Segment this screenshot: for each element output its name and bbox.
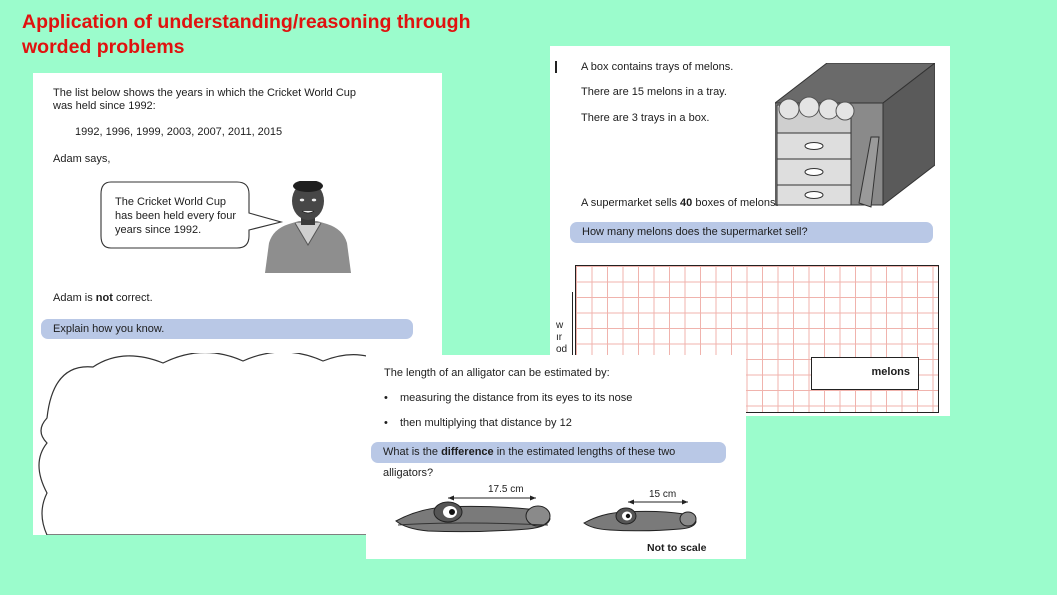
melons-unit-label: melons bbox=[871, 366, 910, 378]
adam-portrait-image bbox=[265, 181, 351, 273]
not-to-scale-note: Not to scale bbox=[647, 542, 707, 554]
adam-not-correct-statement: Adam is not correct. bbox=[53, 292, 153, 304]
explain-question-band: Explain how you know. bbox=[41, 319, 413, 339]
supermarket-sells-text: A supermarket sells 40 boxes of melons. bbox=[581, 197, 779, 209]
bubble-text-line2: has been held every four bbox=[115, 210, 237, 222]
partial-page-fragment bbox=[550, 292, 573, 362]
measurement-label-2: 15 cm bbox=[649, 489, 677, 500]
melons-line1: A box contains trays of melons. bbox=[581, 61, 734, 73]
melon-box-illustration bbox=[775, 63, 935, 211]
alligator-bullet2: then multiplying that distance by 12 bbox=[400, 417, 572, 429]
years-list: 1992, 1996, 1999, 2003, 2007, 2011, 2015 bbox=[75, 126, 283, 138]
alligator-question-card bbox=[366, 355, 746, 559]
fragment-text-2: ır bbox=[556, 332, 563, 343]
melons-line2: There are 15 melons in a tray. bbox=[581, 86, 727, 98]
cricket-intro-line1: The list below shows the years in which the Cricket World Cup bbox=[53, 87, 357, 99]
adam-says-label: Adam says, bbox=[53, 153, 111, 165]
bullet-dot-1: • bbox=[384, 392, 388, 404]
bubble-text-line1: The Cricket World Cup bbox=[115, 196, 227, 208]
bullet-dot-2: • bbox=[384, 417, 388, 429]
page-edge-mark bbox=[555, 61, 557, 73]
alligator-bullet1: measuring the distance from its eyes to its nose bbox=[400, 392, 633, 404]
melons-answer-box[interactable] bbox=[811, 357, 919, 390]
large-alligator-image bbox=[388, 495, 553, 537]
slide-title: Application of understanding/reasoning through worded problems bbox=[22, 11, 471, 58]
fragment-text-1: w bbox=[556, 320, 564, 331]
fragment-text-3: od bbox=[556, 344, 568, 355]
cricket-intro-line2: was held since 1992: bbox=[53, 100, 156, 112]
alligator-intro: The length of an alligator can be estimated by: bbox=[384, 367, 610, 379]
alligator-question-band: What is the difference in the estimated lengths of these two alligators? bbox=[371, 442, 726, 463]
bubble-text-line3: years since 1992. bbox=[115, 224, 202, 236]
measurement-label-1: 17.5 cm bbox=[488, 484, 524, 495]
melons-line3: There are 3 trays in a box. bbox=[581, 112, 710, 124]
melons-question-band: How many melons does the supermarket sell? bbox=[570, 222, 933, 243]
small-alligator-image bbox=[580, 499, 698, 535]
